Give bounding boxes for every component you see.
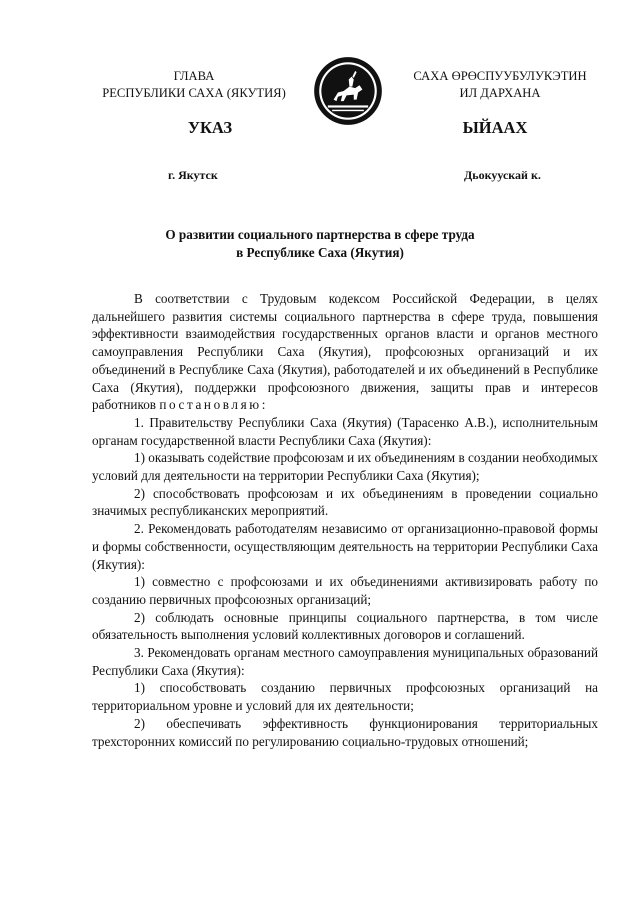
header-left bbox=[78, 68, 310, 102]
paragraph-2-item-2: 2) соблюдать основные принципы социального партнерства, в том числе обязательность выполнения условий коллективных договоров и соглашений. bbox=[92, 609, 598, 643]
city-ru: г. Якутск bbox=[168, 168, 218, 182]
document-title bbox=[90, 226, 550, 262]
header-right-line1: САХА ӨРӨСПУУБУЛУКЭТИН bbox=[413, 69, 587, 83]
coat-of-arms-emblem-icon bbox=[312, 55, 384, 127]
preamble-paragraph bbox=[92, 290, 598, 414]
paragraph-2-item-1: 1) совместно с профсоюзами и их объединениями активизировать работу по созданию первичных профсоюзных организаций; bbox=[92, 574, 598, 607]
paragraph-3-item-1: 1) способствовать созданию первичных профсоюзных организаций на территориальном уровне и условий для их деятельности; bbox=[92, 680, 598, 714]
paragraph-1-item-1: 1) оказывать содействие профсоюзам и их объединениям в создании необходимых условий для деятельности на территории Республики Саха (Якутия); bbox=[92, 450, 599, 484]
header-right-line2: ИЛ ДАРХАНА bbox=[459, 86, 541, 100]
paragraph-3-item-2: 2) обеспечивать эффективность функционирования территориальных трехсторонних комиссий по регулированию социально-трудовых отношений; bbox=[92, 715, 598, 749]
decree-word: постановляю: bbox=[159, 397, 268, 413]
title-line2: в Республике Саха (Якутия) bbox=[236, 245, 404, 260]
paragraph-1: 1. Правительству Республики Саха (Якутия) (Тарасенко А.В.), исполнительным органам государственной власти Республики Саха (Якутия): bbox=[92, 414, 598, 448]
title-line1: О развитии социального партнерства в сфере труда bbox=[165, 227, 475, 242]
paragraph-3: 3. Рекомендовать органам местного самоуправления муниципальных образований Республики Саха (Якутия): bbox=[92, 645, 598, 678]
header-left-line1: ГЛАВА bbox=[173, 69, 215, 83]
city-sakha: Дьокуускай к. bbox=[464, 168, 541, 182]
header-left-line2: РЕСПУБЛИКИ САХА (ЯКУТИЯ) bbox=[102, 86, 286, 100]
paragraph-2: 2. Рекомендовать работодателям независимо от организационно-правовой формы и формы собственности, осуществляющим деятельность на территории Республики Саха (Якутия): bbox=[92, 521, 598, 572]
paragraph-1-item-2: 2) способствовать профсоюзам и их объединениям в проведении социально значимых республиканских мероприятий. bbox=[92, 485, 598, 519]
doc-type-sakha: ЫЙААХ bbox=[462, 118, 528, 137]
document-body bbox=[92, 290, 598, 750]
header-right bbox=[396, 68, 604, 102]
doc-type-ru: УКАЗ bbox=[187, 118, 233, 137]
preamble-text: В соответствии с Трудовым кодексом Российской Федерации, в целях дальнейшего развития системы социального партнерства в сфере труда, повышения эффективности взаимодействия государственных органов власти и органов местного самоуправления Республики Саха (Якутия), профсоюзных организаций и их объединений в Республике Саха (Якутия), работодателей и их объединений в Республике Саха (Якутия), поддержки профсоюзного движения, защиты прав и интересов работников bbox=[92, 291, 598, 413]
